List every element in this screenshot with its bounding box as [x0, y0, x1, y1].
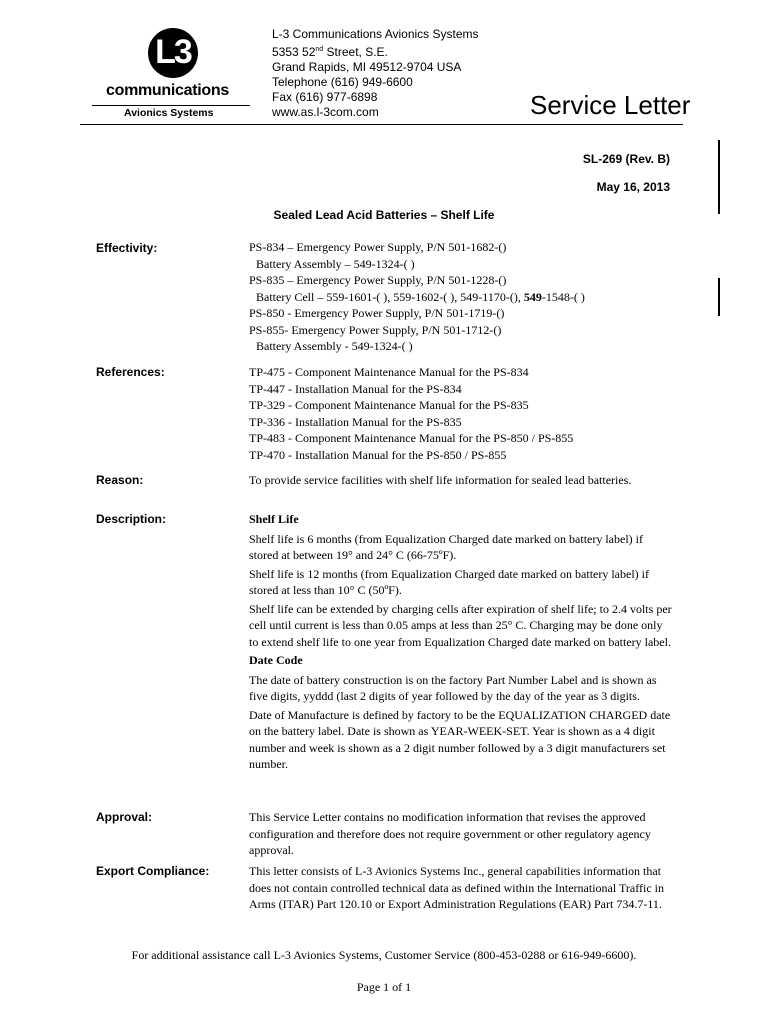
page-number: Page 1 of 1: [356, 980, 412, 994]
revision-change-bar: [718, 278, 720, 316]
description-label: Description:: [96, 512, 167, 526]
l3-logo-mark: [148, 28, 198, 78]
shelf-life-paragraph: Shelf life is 6 months (from Equalization Charged date marked on battery label) if stored at between 19° and 24° C (66-75ºF).: [249, 531, 643, 562]
effectivity-line-bold: 549: [523, 289, 542, 304]
logo-division: Avionics Systems: [124, 107, 214, 119]
street-number: 5353 52: [272, 45, 316, 59]
effectivity-content: [249, 239, 673, 355]
document-subject: Sealed Lead Acid Batteries – Shelf Life: [273, 208, 495, 222]
description-content: [249, 511, 673, 775]
effectivity-line: [249, 289, 673, 306]
reference-line: TP-329 - Component Maintenance Manual for the PS-835: [249, 398, 529, 412]
reference-line: TP-475 - Component Maintenance Manual for the PS-834: [249, 365, 529, 379]
effectivity-line-part: Battery Cell – 559-1601-( ), 559-1602-( ), 549-1170-(),: [256, 289, 524, 304]
address-web: www.as.l-3com.com: [272, 105, 379, 119]
effectivity-line-part: -1548-( ): [541, 289, 585, 304]
reason-text: To provide service facilities with shelf life information for sealed lead batteries.: [249, 473, 632, 487]
effectivity-line: PS-834 – Emergency Power Supply, P/N 501-1682-(): [249, 240, 507, 254]
effectivity-label: Effectivity:: [96, 241, 158, 255]
revision-change-bar: [718, 140, 720, 214]
shelf-life-heading: Shelf Life: [249, 512, 299, 526]
reason-label: Reason:: [96, 473, 144, 487]
effectivity-line: PS-855- Emergency Power Supply, P/N 501-1712-(): [249, 322, 502, 337]
address-company: L-3 Communications Avionics Systems: [272, 27, 479, 41]
effectivity-line: PS-850 - Emergency Power Supply, P/N 501-1719-(): [249, 306, 505, 320]
shelf-life-paragraph: Shelf life can be extended by charging cells after expiration of shelf life; to 2.4 volts per cell until current is less than 0.05 amps at less than 25° C. Charging may be done only to extend shelf life to one year from Equalization Charged date marked on battery label.: [249, 601, 672, 649]
effectivity-line: Battery Assembly – 549-1324-( ): [256, 256, 415, 271]
company-logo: [92, 26, 252, 122]
shelf-life-paragraph: Shelf life is 12 months (from Equalization Charged date marked on battery label) if stored at less than 10° C (50ºF).: [249, 566, 649, 597]
export-compliance-text: This letter consists of L-3 Avionics Systems Inc., general capabilities information that does not contain controlled technical data as defined within the International Traffic in Arms (ITAR) Part 120.10 or Export Administration Regulations (EAR) Part 734.7-11.: [249, 864, 664, 911]
street-suffix: nd: [315, 46, 324, 53]
logo-divider: [92, 105, 250, 106]
date-code-heading: Date Code: [249, 653, 303, 667]
approval-label: Approval:: [96, 810, 153, 824]
reference-line: TP-336 - Installation Manual for the PS-835: [249, 414, 462, 429]
address-street: [272, 42, 479, 60]
street-rest: Street, S.E.: [323, 45, 388, 59]
address-city: Grand Rapids, MI 49512-9704 USA: [272, 60, 462, 74]
logo-wordmark: communications: [106, 82, 229, 99]
reference-line: TP-483 - Component Maintenance Manual for the PS-850 / PS-855: [249, 431, 574, 445]
document-date: May 16, 2013: [596, 180, 670, 194]
reference-line: TP-470 - Installation Manual for the PS-850 / PS-855: [249, 447, 507, 462]
date-code-paragraph: Date of Manufacture is defined by factory to be the EQUALIZATION CHARGED date on the battery label. Date is shown as YEAR-WEEK-SET. Year is shown as a 4 digit number and week is shown as a 2 digit number followed by a 3 digit manufacturers set number.: [249, 707, 671, 771]
reference-line: TP-447 - Installation Manual for the PS-834: [249, 381, 462, 396]
export-compliance-label: Export Compliance:: [96, 864, 210, 878]
document-type-title: Service Letter: [530, 90, 691, 120]
address-telephone: Telephone (616) 949-6600: [272, 75, 413, 89]
company-address: [272, 27, 479, 120]
date-code-paragraph: The date of battery construction is on the factory Part Number Label and is shown as five digits, yyddd (last 2 digits of year followed by the day of the year as 3 digits.: [249, 672, 657, 703]
references-content: [249, 364, 673, 463]
address-fax: Fax (616) 977-6898: [272, 90, 378, 104]
document-number: SL-269 (Rev. B): [582, 152, 670, 166]
approval-text: This Service Letter contains no modification information that revises the approved configuration and therefore does not require government or other regulatory agency approval.: [249, 810, 651, 857]
effectivity-line: Battery Assembly - 549-1324-( ): [256, 339, 413, 353]
header-divider: [80, 124, 683, 125]
logo-mark-text: L3: [155, 33, 191, 71]
effectivity-line: PS-835 – Emergency Power Supply, P/N 501-1228-(): [249, 273, 507, 287]
references-label: References:: [96, 365, 165, 379]
customer-service-footer: For additional assistance call L-3 Avionics Systems, Customer Service (800-453-0288 or 616-949-6600).: [131, 948, 637, 962]
